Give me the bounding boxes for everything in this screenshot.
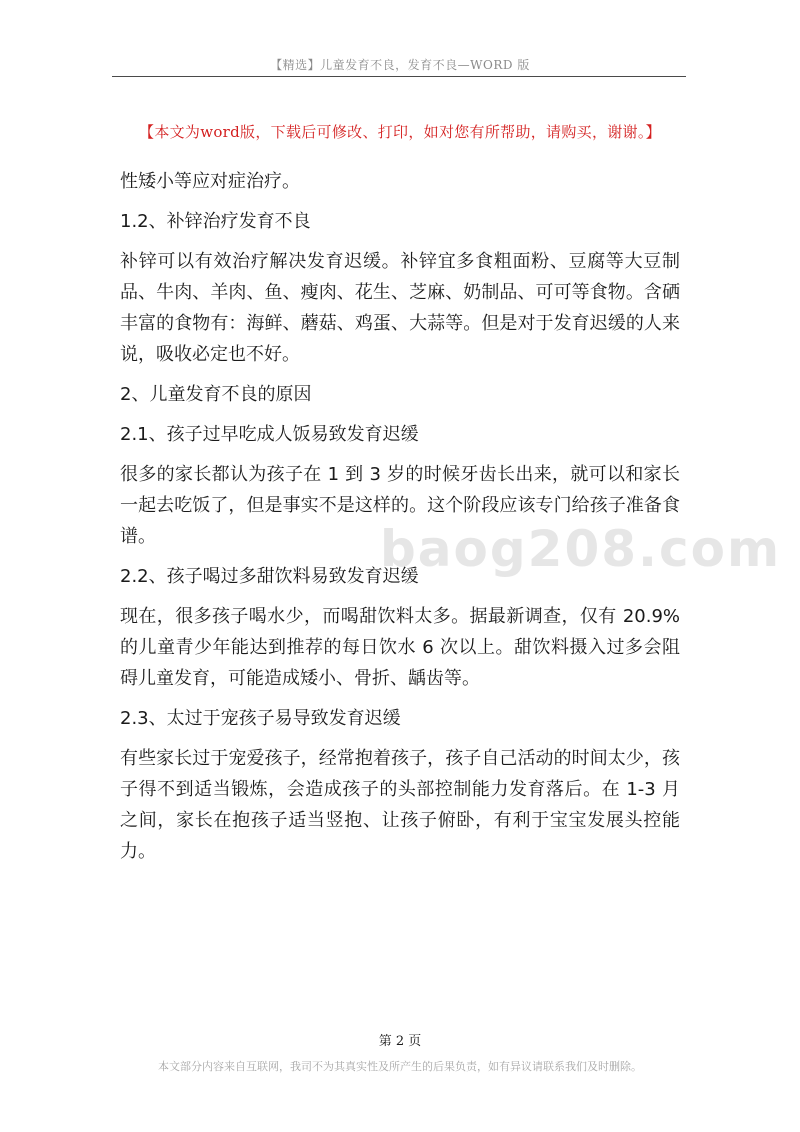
footer-disclaimer: 本文部分内容来自互联网，我司不为其真实性及所产生的后果负责，如有异议请联系我们及时删除。 xyxy=(158,1060,642,1073)
paragraph-spoiling: 有些家长过于宠爱孩子，经常抱着孩子，孩子自己活动的时间太少，孩子得不到适当锻炼，会造成孩子的头部控制能力发育落后。在 1-3 月之间，家长在抱孩子适当竖抱、让孩子俯卧，有利于宝宝发展头控能力。 xyxy=(120,748,680,862)
section-heading-2-2: 2.2、孩子喝过多甜饮料易致发育迟缓 xyxy=(120,566,419,587)
section-heading-1-2: 1.2、补锌治疗发育不良 xyxy=(120,211,311,232)
section-heading-2-3: 2.3、太过于宠孩子易导致发育迟缓 xyxy=(120,708,401,729)
download-notice: 【本文为word版，下载后可修改、打印，如对您有所帮助，请购买，谢谢。】 xyxy=(139,123,661,141)
paragraph-adult-food: 很多的家长都认为孩子在 1 到 3 岁的时候牙齿长出来，就可以和家长一起去吃饭了，但是事实不是这样的。这个阶段应该专门给孩子准备食谱。 xyxy=(120,464,680,547)
page-number: 第 2 页 xyxy=(378,1034,422,1049)
paragraph-zinc: 补锌可以有效治疗解决发育迟缓。补锌宜多食粗面粉、豆腐等大豆制品、牛肉、羊肉、鱼、瘦肉、花生、芝麻、奶制品、可可等食物。含硒丰富的食物有：海鲜、蘑菇、鸡蛋、大蒜等。但是对于发育迟缓的人来说，吸收必定也不好。 xyxy=(120,251,680,365)
section-heading-2-1: 2.1、孩子过早吃成人饭易致发育迟缓 xyxy=(120,424,419,445)
paragraph-sweet-drinks: 现在，很多孩子喝水少，而喝甜饮料太多。据最新调查，仅有 20.9%的儿童青少年能达到推荐的每日饮水 6 次以上。甜饮料摄入过多会阻碍儿童发育，可能造成矮小、骨折、龋齿等。 xyxy=(120,606,680,689)
header-divider xyxy=(112,76,686,77)
paragraph-continuation: 性矮小等应对症治疗。 xyxy=(120,171,300,192)
section-heading-2: 2、儿童发育不良的原因 xyxy=(120,384,312,405)
document-body xyxy=(120,166,680,867)
watermark: baog208.com xyxy=(380,520,782,578)
page-header-title: 【精选】儿童发育不良，发育不良—WORD 版 xyxy=(270,58,530,72)
